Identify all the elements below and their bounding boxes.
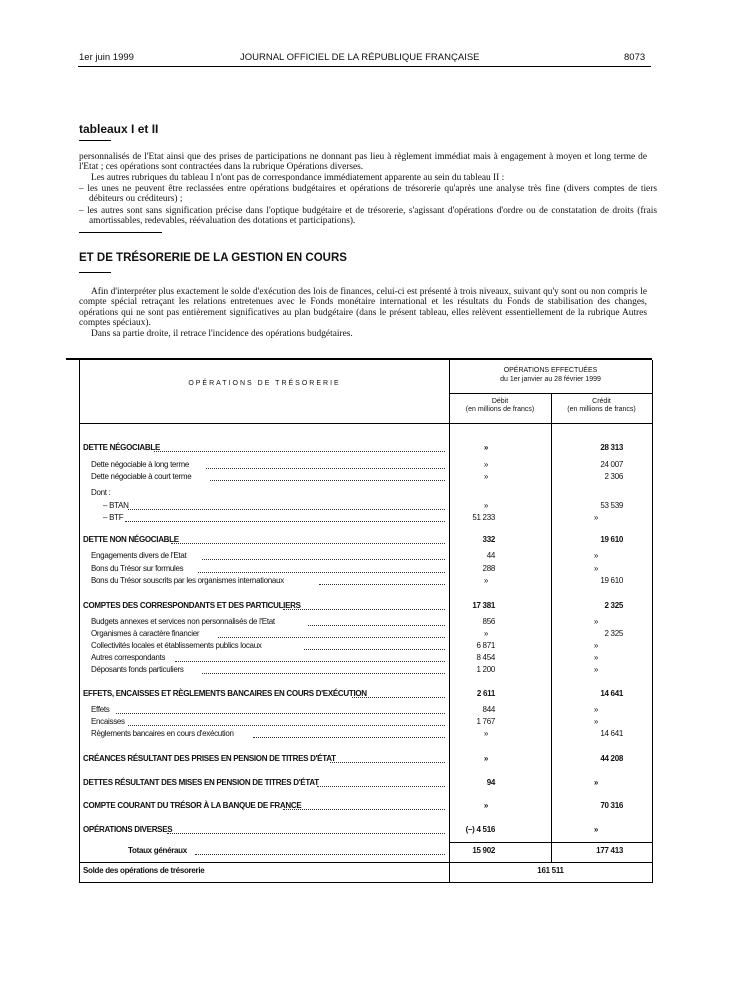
leader-dots <box>128 508 445 510</box>
table-divider-debit-credit <box>551 393 552 863</box>
row-label: – BTF <box>103 513 124 522</box>
leader-dots <box>154 450 445 452</box>
row-credit-value: 2 325 <box>604 629 623 638</box>
row-debit-value: » <box>483 801 489 810</box>
section1-paragraph-1: personnalisés de l'Etat ainsi que des prises de participations ne donnant pas lieu à règlement immédiat mais à engagement à moyen et long terme de l'Etat ; ces opérations sont contractées dans la rubrique Opérations diverses. <box>79 152 647 173</box>
row-label: Organismes à caractère financier <box>91 629 200 638</box>
row-label: Totaux généraux <box>128 846 187 855</box>
leader-dots <box>175 660 445 662</box>
row-label: Collectivités locales et établissements publics locaux <box>91 641 262 650</box>
leader-dots <box>304 648 445 650</box>
section1-bullet-1: – les unes ne peuvent être reclassées entre opérations budgétaires et opérations de trésorerie qu'après une analyse très fine (divers comptes de tiers débiteurs ou créditeurs) ; <box>79 184 657 205</box>
row-credit-value: » <box>593 617 599 626</box>
section1-bullet-2: – les autres sont sans signification précise dans l'optique budgétaire et de trésorerie, s'agissant d'opérations d'ordre ou de constatation de droits (frais amortissables, redevables, réévaluation des dotations et participations). <box>79 206 657 227</box>
row-label: CRÉANCES RÉSULTANT DES PRISES EN PENSION DE TITRES D'ÉTAT <box>83 754 336 763</box>
section1-end-rule <box>79 232 162 233</box>
row-debit-value: 94 <box>486 778 495 787</box>
row-debit-value: » <box>483 460 489 469</box>
row-credit-value: 14 641 <box>600 729 623 738</box>
table-divider-ops <box>449 360 450 883</box>
col-operations-header: OPÉRATIONS DE TRÉSORERIE <box>188 380 341 387</box>
row-debit-value: 332 <box>482 535 495 544</box>
row-label: Budgets annexes et services non personnalisés de l'Etat <box>91 617 275 626</box>
leader-dots <box>330 761 445 763</box>
row-credit-value: 177 413 <box>596 846 623 855</box>
row-debit-value: 51 233 <box>472 513 495 522</box>
row-credit-value: 2 325 <box>604 601 623 610</box>
row-credit-value: 28 313 <box>600 443 623 452</box>
row-credit-value: 24 007 <box>600 460 623 469</box>
section1-rule <box>79 140 111 141</box>
solde-value: 161 511 <box>537 866 564 875</box>
table-right-border <box>652 360 653 883</box>
row-label: Dette négociable à long terme <box>91 460 190 469</box>
row-credit-value: 53 539 <box>600 501 623 510</box>
row-credit-value: » <box>593 551 599 560</box>
header-page: 8073 <box>624 52 646 63</box>
leader-dots <box>317 785 445 787</box>
row-label: – BTAN <box>103 501 129 510</box>
row-credit-value: » <box>593 705 599 714</box>
table-top-border <box>66 358 652 360</box>
table-header-bottom <box>79 423 652 424</box>
leader-dots <box>319 583 445 585</box>
row-debit-value: » <box>483 443 489 452</box>
leader-dots <box>125 520 446 522</box>
col-debit-unit: (en millions de francs) <box>465 406 535 413</box>
row-debit-value: » <box>483 501 489 510</box>
row-debit-value: » <box>483 629 489 638</box>
table-totals-top <box>449 842 652 843</box>
table-header-split <box>449 393 652 394</box>
col-effectuees-period: du 1er janvier au 28 février 1999 <box>500 376 601 383</box>
leader-dots <box>128 724 445 726</box>
table-bottom-border <box>79 882 652 883</box>
row-credit-value: 2 306 <box>604 472 623 481</box>
row-debit-value: 1 767 <box>476 717 495 726</box>
section2-rule <box>79 272 111 273</box>
table-solde-top <box>79 862 652 863</box>
row-label: Dont : <box>91 488 111 497</box>
row-label: DETTE NÉGOCIABLE <box>83 443 160 452</box>
leader-dots <box>352 696 445 698</box>
row-debit-value: 844 <box>482 705 495 714</box>
leader-dots <box>167 832 445 834</box>
row-debit-value: 8 454 <box>476 653 495 662</box>
leader-dots <box>308 624 446 626</box>
row-credit-value: 19 610 <box>600 576 623 585</box>
leader-dots <box>218 636 445 638</box>
row-label: COMPTES DES CORRESPONDANTS ET DES PARTICULIERS <box>83 601 301 610</box>
row-debit-value: » <box>483 472 489 481</box>
row-label: Autres correspondants <box>91 653 166 662</box>
row-debit-value: 17 381 <box>472 601 495 610</box>
row-debit-value: » <box>483 754 489 763</box>
row-credit-value: » <box>593 665 599 674</box>
row-label: OPÉRATIONS DIVERSES <box>83 825 173 834</box>
section1-title: tableaux I et II <box>79 122 159 136</box>
row-label: Dette négociable à court terme <box>91 472 192 481</box>
header-journal: JOURNAL OFFICIEL DE LA RÉPUBLIQUE FRANÇAISE <box>240 52 480 63</box>
col-effectuees-header: OPÉRATIONS EFFECTUÉES <box>503 367 598 374</box>
header-date: 1er juin 1999 <box>79 52 134 63</box>
row-label: Bons du Trésor souscrits par les organismes internationaux <box>91 576 284 585</box>
row-label: Encaisses <box>91 717 125 726</box>
row-label: Bons du Trésor sur formules <box>91 564 184 573</box>
row-credit-value: » <box>593 641 599 650</box>
row-debit-value: 2 611 <box>476 689 495 698</box>
row-credit-value: » <box>593 778 599 787</box>
table-left-border <box>79 360 80 883</box>
row-credit-value: » <box>593 564 599 573</box>
solde-label: Solde des opérations de trésorerie <box>83 866 205 875</box>
row-credit-value: 44 208 <box>600 754 623 763</box>
row-debit-value: (–) 4 516 <box>465 825 495 834</box>
row-label: Déposants fonds particuliers <box>91 665 184 674</box>
leader-dots <box>116 712 445 714</box>
col-debit-header: Débit <box>491 398 509 405</box>
row-label: Engagements divers de l'Etat <box>91 551 187 560</box>
leader-dots <box>195 853 446 855</box>
row-label: Effets <box>91 705 110 714</box>
row-debit-value: 15 902 <box>472 846 495 855</box>
row-debit-value: 856 <box>482 617 495 626</box>
leader-dots <box>283 808 445 810</box>
row-debit-value: 44 <box>486 551 495 560</box>
row-debit-value: » <box>483 576 489 585</box>
row-debit-value: 1 200 <box>476 665 495 674</box>
row-debit-value: » <box>483 729 489 738</box>
header-rule <box>78 66 651 67</box>
leader-dots <box>283 608 445 610</box>
row-label: COMPTE COURANT DU TRÉSOR À LA BANQUE DE FRANCE <box>83 801 302 810</box>
section2-paragraph-2: Dans sa partie droite, il retrace l'incidence des opérations budgétaires. <box>91 329 353 339</box>
row-label: DETTE NON NÉGOCIABLE <box>83 535 179 544</box>
leader-dots <box>206 467 445 469</box>
row-credit-value: 14 641 <box>600 689 623 698</box>
row-credit-value: » <box>593 825 599 834</box>
row-debit-value: 6 871 <box>476 641 495 650</box>
col-credit-unit: (en millions de francs) <box>567 406 636 413</box>
row-credit-value: 19 610 <box>600 535 623 544</box>
row-label: Règlements bancaires en cours d'exécution <box>91 729 234 738</box>
section1-paragraph-2: Les autres rubriques du tableau I n'ont pas de correspondance immédiatement apparente au sein du tableau II : <box>91 173 505 183</box>
leader-dots <box>202 558 445 560</box>
row-label: EFFETS, ENCAISSES ET RÈGLEMENTS BANCAIRES EN COURS D'EXÉCUTION <box>83 689 367 698</box>
leader-dots <box>253 736 445 738</box>
section2-title: ET DE TRÉSORERIE DE LA GESTION EN COURS <box>79 252 347 264</box>
leader-dots <box>210 479 445 481</box>
leader-dots <box>198 571 445 573</box>
row-credit-value: 70 316 <box>600 801 623 810</box>
leader-dots <box>171 542 445 544</box>
row-credit-value: » <box>593 513 599 522</box>
section2-paragraph-1: Afin d'interpréter plus exactement le solde d'exécution des lois de finances, celui-ci est présenté à trois niveaux, suivant qu'y sont ou non compris le compte spécial retraçant les relations entretenues avec le Fonds monétaire international et les résultats du Fonds de stabilisation des changes, opérations qui ne sont pas entièrement significatives au plan budgétaire (dans le présent tableau, elles relèvent essentiellement de la rubrique Autres comptes spéciaux). <box>79 287 647 329</box>
row-credit-value: » <box>593 717 599 726</box>
row-credit-value: » <box>593 653 599 662</box>
leader-dots <box>202 672 445 674</box>
row-label: DETTES RÉSULTANT DES MISES EN PENSION DE TITRES D'ÉTAT <box>83 778 319 787</box>
row-debit-value: 288 <box>482 564 495 573</box>
col-credit-header: Crédit <box>592 398 611 405</box>
